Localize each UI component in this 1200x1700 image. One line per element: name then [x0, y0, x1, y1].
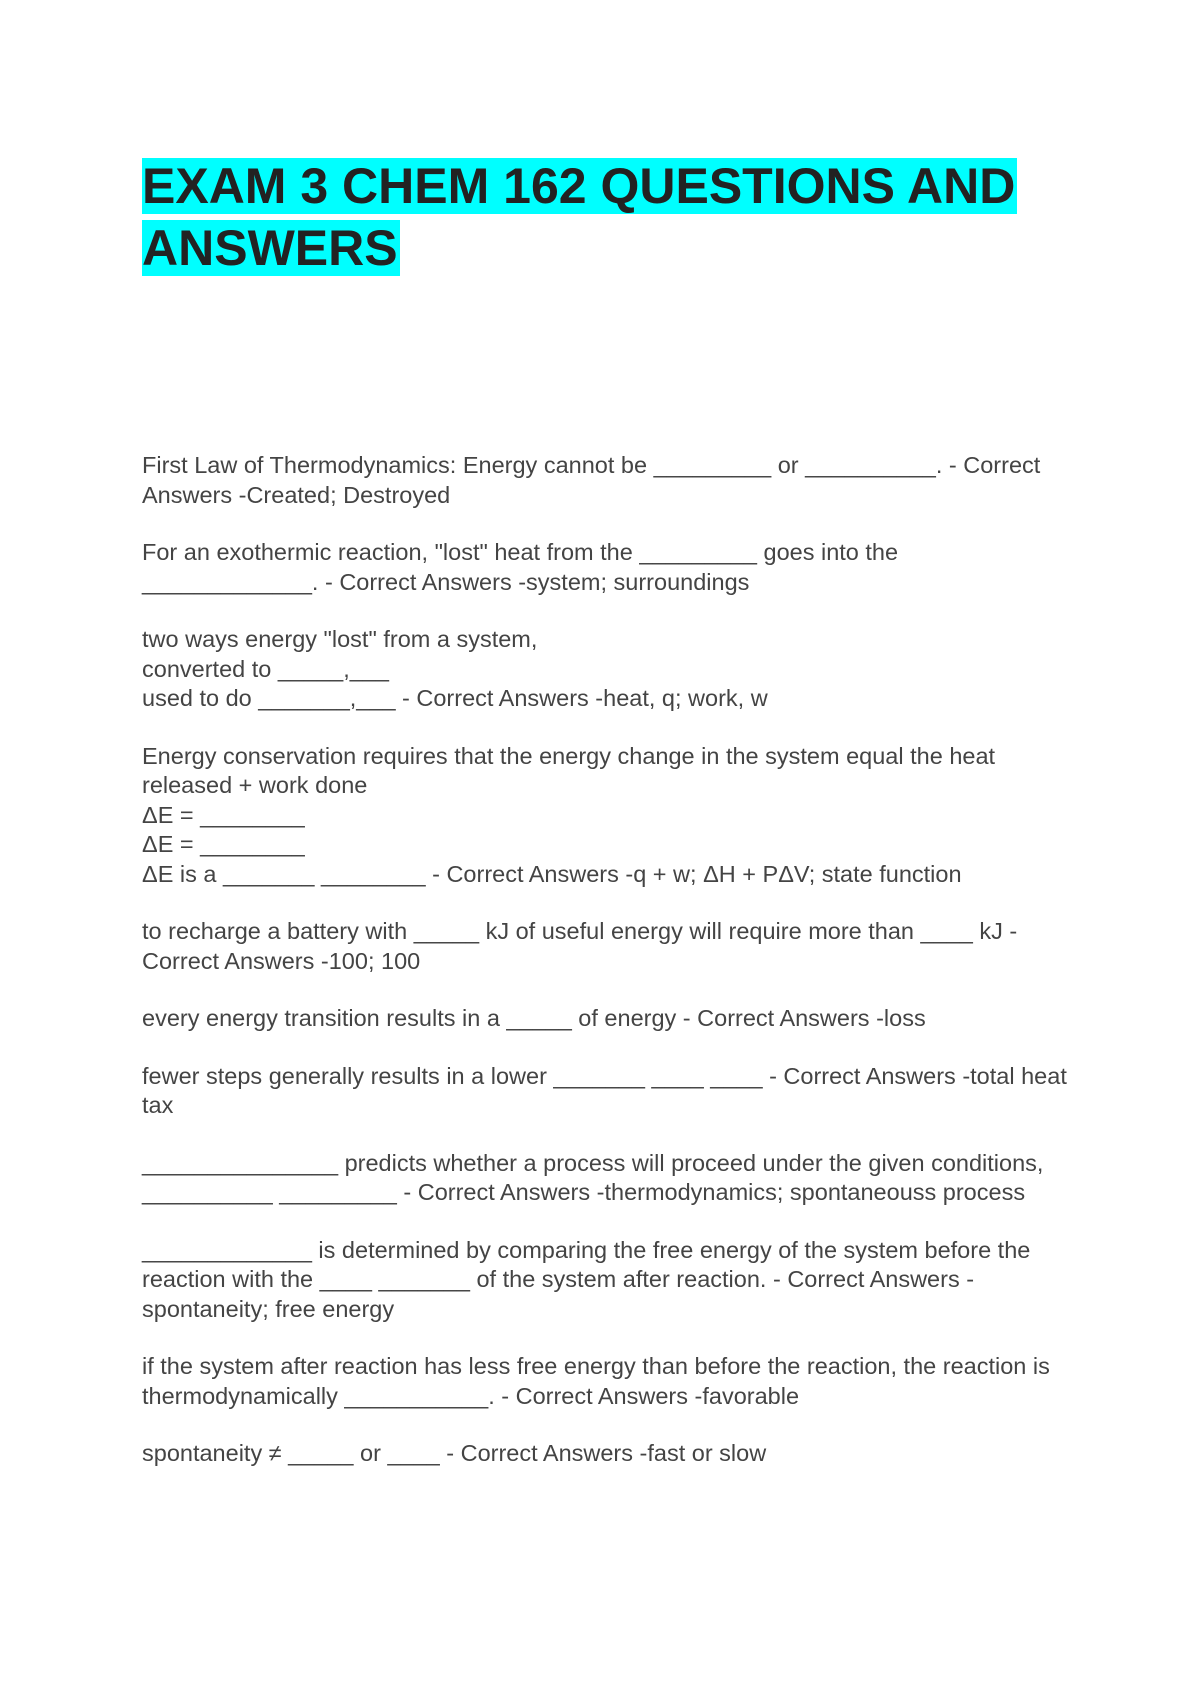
qa-list	[142, 451, 1072, 1497]
document-title	[142, 155, 1072, 279]
document-page	[142, 155, 1072, 1466]
qa-item: _______________ predicts whether a process will proceed under the given conditions, __________ _________ - Correct Answers -thermodynamics; spontaneouss process	[142, 1149, 1044, 1205]
qa-item: every energy transition results in a _____ of energy - Correct Answers -loss	[142, 1005, 926, 1031]
qa-item: Energy conservation requires that the energy change in the system equal the heat released + work done ΔE = ________ ΔE = ________ ΔE is a _______ ________ - Correct Answers -q + w; ΔH + PΔV; state function	[142, 742, 996, 887]
qa-item: two ways energy "lost" from a system, converted to _____,___ used to do _______,___ - Correct Answers -heat, q; work, w	[142, 626, 768, 711]
qa-item: if the system after reaction has less free energy than before the reaction, the reaction is thermodynamically ___________. - Correct Answers -favorable	[142, 1353, 1050, 1409]
qa-item: spontaneity ≠ _____ or ____ - Correct Answers -fast or slow	[142, 1440, 767, 1466]
qa-item: fewer steps generally results in a lower _______ ____ ____ - Correct Answers -total heat tax	[142, 1062, 1067, 1118]
document-title-text: EXAM 3 CHEM 162 QUESTIONS AND ANSWERS	[142, 158, 1016, 276]
qa-item: _____________ is determined by comparing the free energy of the system before the reaction with the ____ _______ of the system after reaction. - Correct Answers -spontaneity; free energy	[142, 1236, 1031, 1322]
qa-item: For an exothermic reaction, "lost" heat from the _________ goes into the _____________. - Correct Answers -system; surroundings	[142, 539, 899, 595]
qa-item: First Law of Thermodynamics: Energy cannot be _________ or __________. - Correct Answers -Created; Destroyed	[142, 452, 1041, 508]
qa-item: to recharge a battery with _____ kJ of useful energy will require more than ____ kJ - Correct Answers -100; 100	[142, 918, 1018, 974]
